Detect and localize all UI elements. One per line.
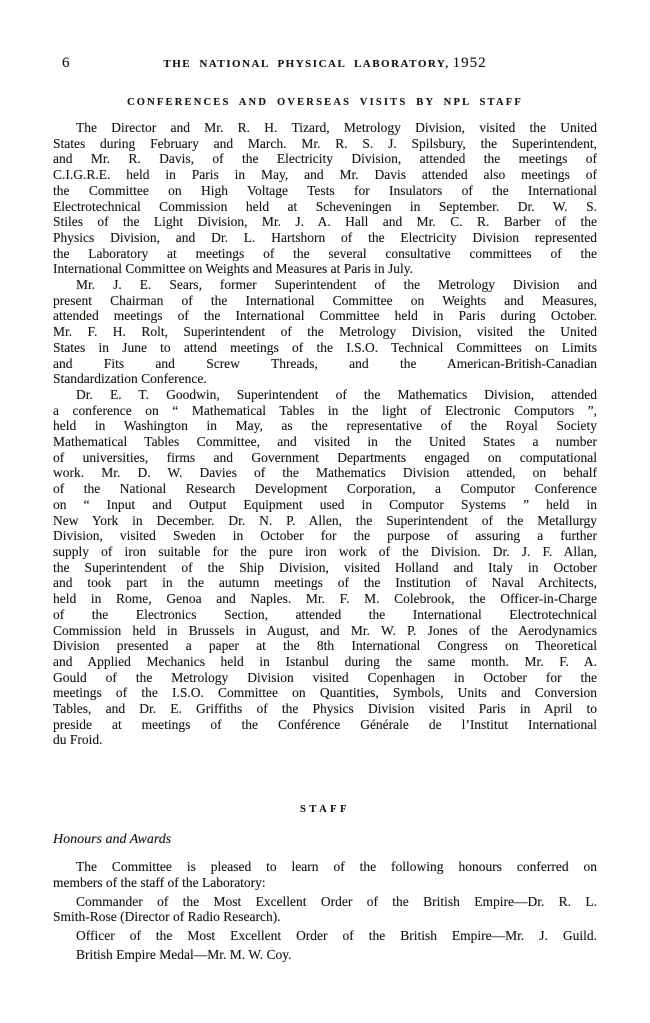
- running-title: [53, 54, 597, 72]
- text-line: meetings of the I.S.O. Committee on Quantities, Symbols, Units and Conversion: [53, 685, 597, 701]
- text-line: and Applied Mechanics held in Istanbul during the same month. Mr. F. A.: [53, 653, 597, 669]
- text-line: work. Mr. D. W. Davies of the Mathematics Division attended, on behalf: [53, 465, 597, 481]
- text-line: Gould of the Metrology Division visited Copenhagen in October for the: [53, 669, 597, 685]
- text-line: Commander of the Most Excellent Order of the British Empire—Dr. R. L.: [76, 893, 597, 909]
- text-line: Physics Division, and Dr. L. Hartshorn of the Electricity Division represented: [53, 229, 597, 245]
- text-line: supply of iron suitable for the pure iron work of the Division. Dr. J. F. Allan,: [53, 543, 597, 559]
- honours-and-awards-subheading: Honours and Awards: [53, 832, 172, 848]
- text-line: the Laboratory at meetings of the several consultative committees of the: [53, 245, 597, 261]
- document-page: [53, 0, 597, 962]
- conferences-paragraph-2: [53, 277, 597, 387]
- text-line: Stiles of the Light Division, Mr. J. A. Hall and Mr. C. R. Barber of the: [53, 214, 597, 230]
- text-line: Division presented a paper at the 8th International Congress on Theoretical: [53, 638, 597, 654]
- text-line: present Chairman of the International Committee on Weights and Measures,: [53, 292, 597, 308]
- text-line: British Empire Medal—Mr. M. W. Coy.: [76, 946, 292, 962]
- text-line: Dr. E. T. Goodwin, Superintendent of the Mathematics Division, attended: [76, 386, 597, 402]
- text-line: and took part in the autumn meetings of the Institution of Naval Architects,: [53, 575, 597, 591]
- text-line: attended meetings of the International Committee held in Paris during October.: [53, 308, 597, 324]
- conferences-paragraph-3: [53, 387, 597, 748]
- text-line: preside at meetings of the Conférence Générale de l’Institut International: [53, 716, 597, 732]
- text-line: the Committee on High Voltage Tests for Insulators of the International: [53, 182, 597, 198]
- text-line: Standardization Conference.: [53, 371, 207, 387]
- text-line: Mathematical Tables Committee, and visited in the United States a number: [53, 434, 597, 450]
- text-line: Mr. J. E. Sears, former Superintendent of the Metrology Division and: [76, 277, 597, 293]
- text-line: held in Rome, Genoa and Naples. Mr. F. M. Colebrook, the Officer-in-Charge: [53, 591, 597, 607]
- text-line: States in June to attend meetings of the I.S.O. Technical Committees on Limits: [53, 339, 597, 355]
- running-title-text: THE NATIONAL PHYSICAL LABORATORY,: [163, 58, 450, 70]
- running-head: [53, 54, 597, 74]
- text-line: C.I.G.R.E. held in Paris in May, and Mr. Davis attended also meetings of: [53, 167, 597, 183]
- conferences-heading: CONFERENCES AND OVERSEAS VISITS BY NPL STAFF: [126, 97, 523, 108]
- text-line: a conference on “ Mathematical Tables in the light of Electronic Computors ”,: [53, 402, 597, 418]
- text-line: held in Washington in May, as the representative of the Royal Society: [53, 418, 597, 434]
- honour-item-medal: [53, 947, 597, 963]
- running-title-year: 1952: [452, 55, 487, 71]
- text-line: Commission held in Brussels in August, and Mr. W. P. Jones of the Aerodynamics: [53, 622, 597, 638]
- honour-item-commander: [53, 894, 597, 925]
- honours-intro-paragraph: [53, 859, 597, 890]
- text-line: International Committee on Weights and Measures at Paris in July.: [53, 261, 413, 277]
- page-number: 6: [62, 55, 70, 71]
- honour-item-officer: [53, 928, 597, 944]
- text-line: Mr. F. H. Rolt, Superintendent of the Metrology Division, visited the United: [53, 324, 597, 340]
- text-line: Smith-Rose (Director of Radio Research).: [53, 909, 281, 925]
- text-line: and Fits and Screw Threads, and the American-British-Canadian: [53, 355, 597, 371]
- text-line: the Superintendent of the Ship Division, visited Holland and Italy in October: [53, 559, 597, 575]
- staff-heading: STAFF: [300, 804, 350, 816]
- text-line: Tables, and Dr. E. Griffiths of the Physics Division visited Paris in April to: [53, 701, 597, 717]
- text-line: of the Electronics Section, attended the International Electrotechnical: [53, 606, 597, 622]
- conferences-paragraph-1: [53, 120, 597, 277]
- text-line: Division, visited Sweden in October for the purpose of assuring a further: [53, 528, 597, 544]
- text-line: The Committee is pleased to learn of the following honours conferred on: [76, 859, 597, 875]
- text-line: States during February and March. Mr. R. S. J. Spilsbury, the Superintendent,: [53, 135, 597, 151]
- text-line: and Mr. R. Davis, of the Electricity Division, attended the meetings of: [53, 151, 597, 167]
- text-line: of the National Research Development Corporation, a Computor Conference: [53, 481, 597, 497]
- text-line: members of the staff of the Laboratory:: [53, 874, 266, 890]
- text-line: Electrotechnical Commission held at Scheveningen in September. Dr. W. S.: [53, 198, 597, 214]
- text-line: on “ Input and Output Equipment used in Computor Systems ” held in: [53, 496, 597, 512]
- text-line: of universities, firms and Government Departments engaged on computational: [53, 449, 597, 465]
- text-line: Officer of the Most Excellent Order of the British Empire—Mr. J. Guild.: [76, 927, 597, 943]
- text-line: New York in December. Dr. N. P. Allen, the Superintendent of the Metallurgy: [53, 512, 597, 528]
- text-line: du Froid.: [53, 732, 103, 748]
- text-line: The Director and Mr. R. H. Tizard, Metrology Division, visited the United: [76, 120, 597, 135]
